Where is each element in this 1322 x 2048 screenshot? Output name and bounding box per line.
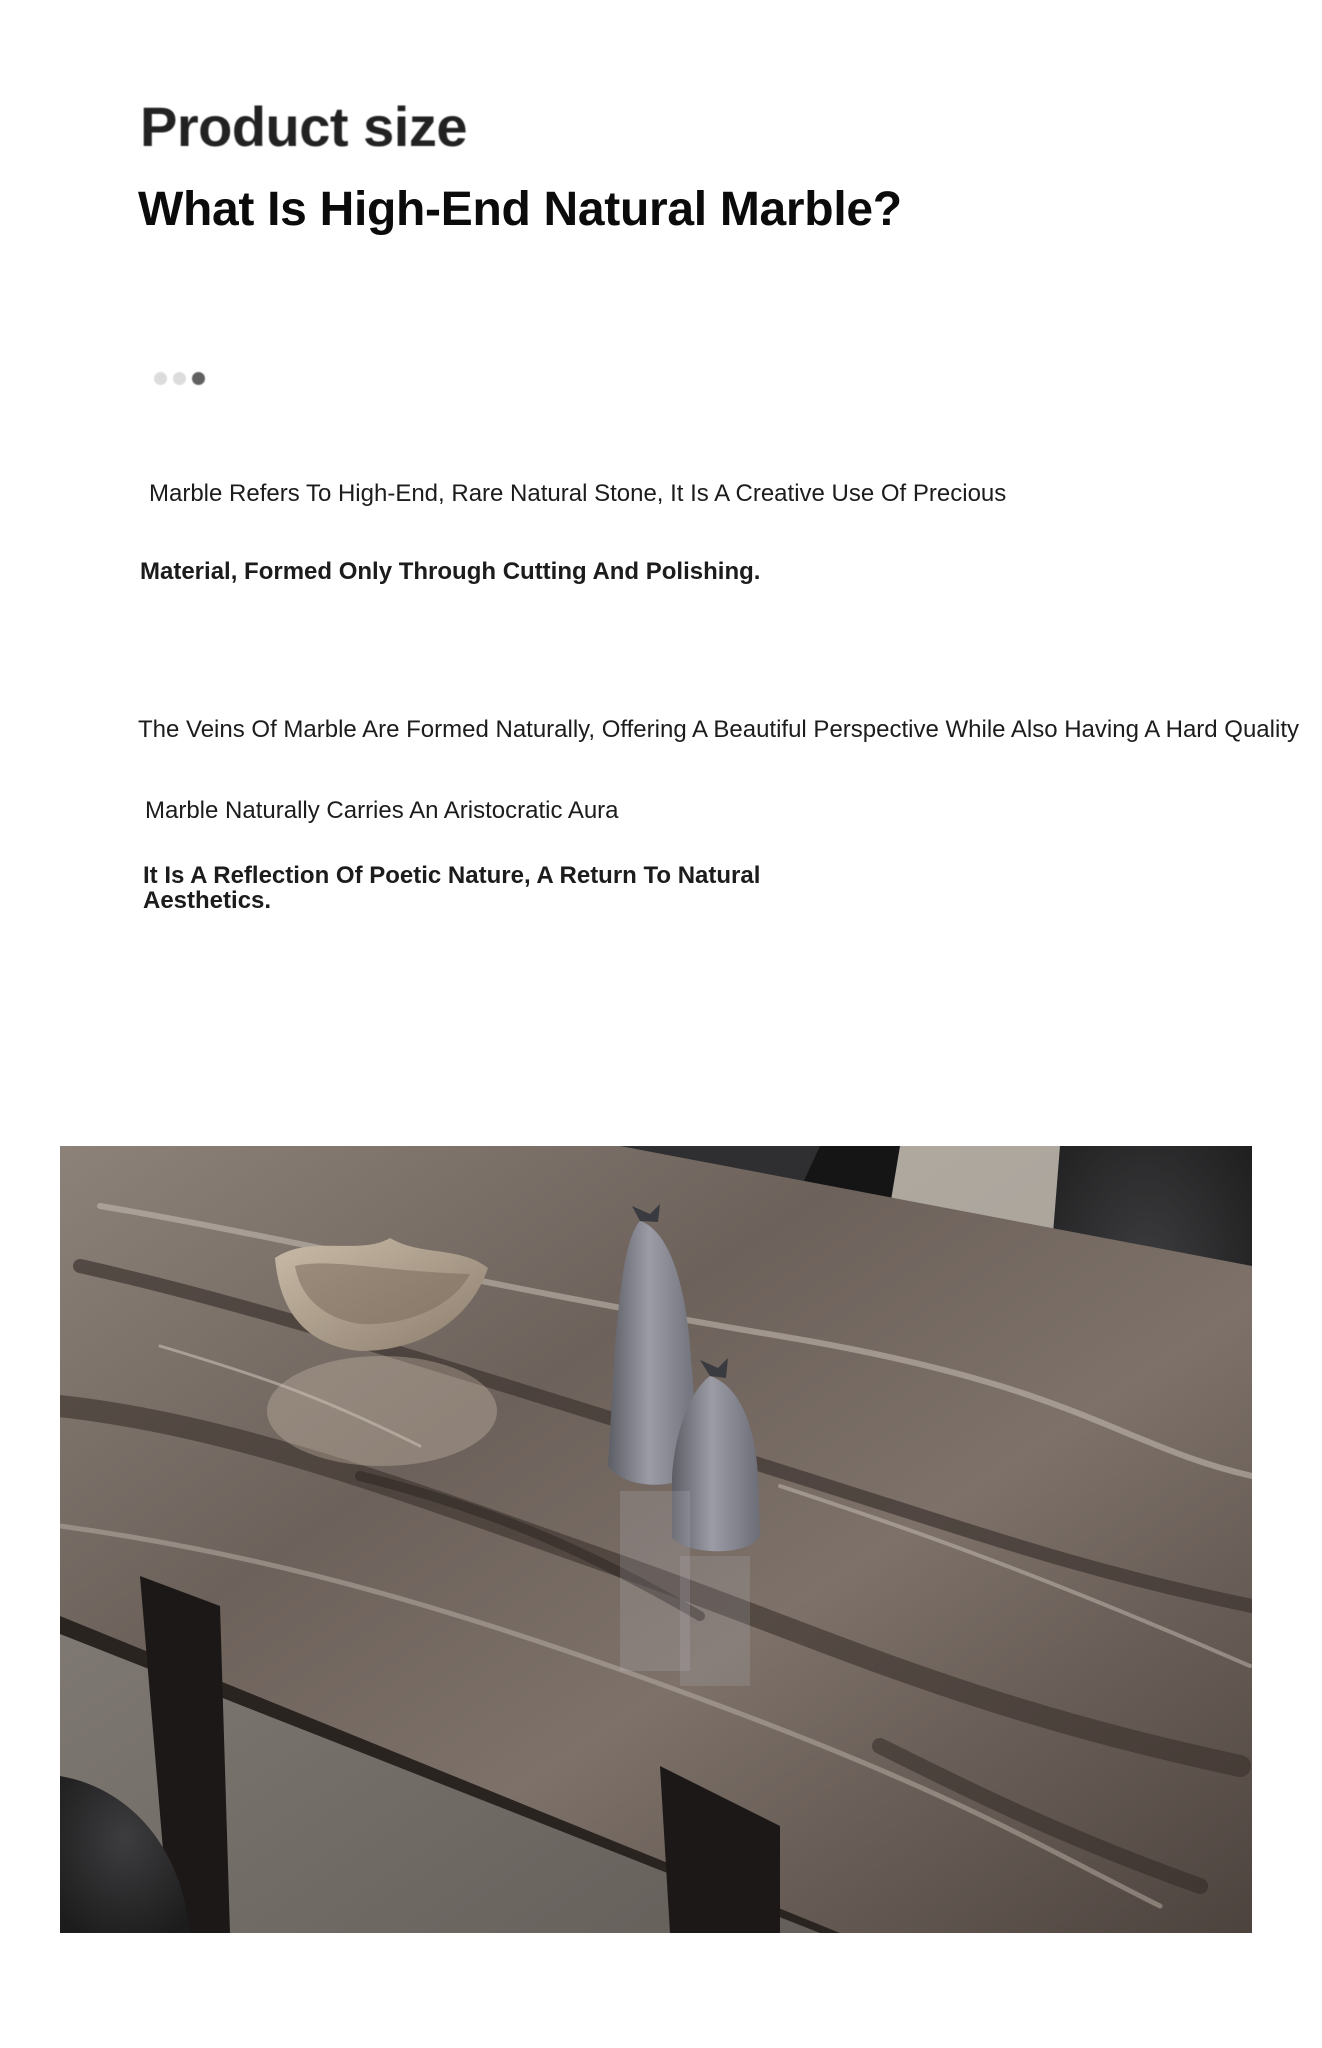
- carousel-dot-3[interactable]: [192, 372, 205, 385]
- paragraph-marble-formation: Material, Formed Only Through Cutting And Polishing.: [140, 558, 761, 585]
- carousel-dot-2[interactable]: [173, 372, 186, 385]
- paragraph-marble-veins: The Veins Of Marble Are Formed Naturally, Offering A Beautiful Perspective While Also Having A Hard Quality: [138, 716, 1299, 743]
- carousel-indicator: [154, 372, 205, 385]
- section-title: Product size: [140, 95, 467, 158]
- paragraph-poetic-nature: It Is A Reflection Of Poetic Nature, A Return To Natural Aesthetics.: [143, 862, 761, 914]
- page-headline: What Is High-End Natural Marble?: [138, 183, 902, 236]
- paragraph-marble-definition: Marble Refers To High-End, Rare Natural Stone, It Is A Creative Use Of Precious: [149, 480, 1007, 507]
- paragraph-aristocratic-aura: Marble Naturally Carries An Aristocratic Aura: [145, 797, 619, 824]
- carousel-dot-1[interactable]: [154, 372, 167, 385]
- marble-table-photo: [60, 1146, 1252, 1933]
